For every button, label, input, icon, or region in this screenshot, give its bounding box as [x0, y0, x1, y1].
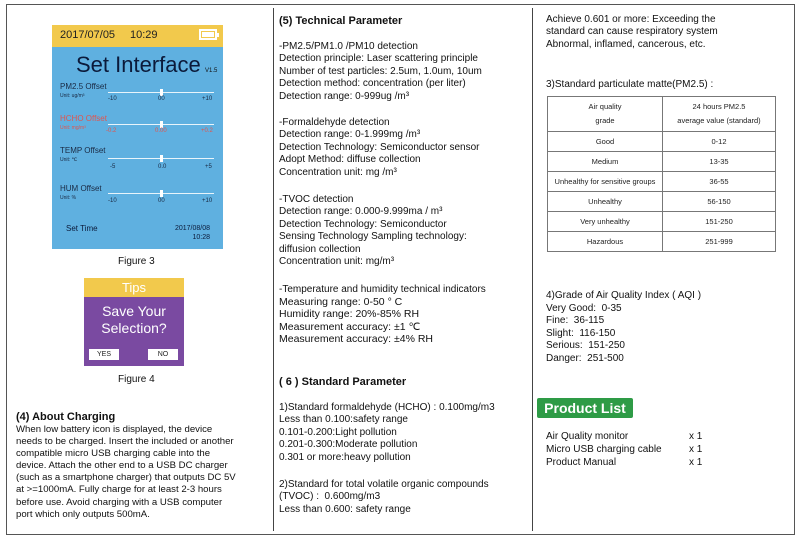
table-cell: Unhealthy for sensitive groups: [548, 172, 663, 192]
product-list-heading: Product List: [537, 398, 633, 418]
slider-max: +5: [205, 164, 212, 170]
screen-title: Set Interface: [76, 52, 201, 77]
aqi-grades: Very Good: 0-35 Fine: 36-115 Slight: 116-150 Serious: 151-250 Danger: 251-500: [546, 303, 625, 364]
slider-min: -0.2: [106, 128, 117, 134]
offset-label: PM2.5 Offset: [60, 82, 107, 91]
product-name: Air Quality monitor: [546, 431, 629, 442]
offset-unit: Unit: ug/m³: [60, 93, 85, 99]
table-cell: Medium: [548, 152, 663, 172]
temp-hum-title: -Temperature and humidity technical indicators: [279, 284, 486, 295]
product-list: [546, 430, 702, 469]
product-name: Product Manual: [546, 457, 617, 468]
slider-value: 00: [158, 198, 165, 204]
list-item: [546, 443, 702, 456]
offset-slider[interactable]: [108, 193, 214, 194]
battery-icon: [199, 29, 217, 40]
offset-label: HUM Offset: [60, 184, 102, 193]
no-button[interactable]: NO: [148, 349, 178, 360]
offset-slider[interactable]: [108, 124, 214, 125]
slider-knob[interactable]: [160, 155, 163, 162]
formaldehyde-text: -Formaldehyde detection Detection range: 0-1.999mg /m³ Detection Technology: Semiconductor sensor Adopt Method: diffuse collection Concentration unit: mg /m³: [279, 117, 480, 178]
set-time-label[interactable]: Set Time: [66, 224, 98, 233]
table-cell: 151-250: [663, 212, 776, 232]
slider-min: -10: [108, 96, 117, 102]
aqi-title: 4)Grade of Air Quality Index ( AQI ): [546, 290, 702, 301]
temp-hum-text: Measuring range: 0-50 ° C Humidity range: 20%-85% RH Measurement accuracy: ±1 ℃ Measurement accuracy: ±4% RH: [279, 296, 433, 346]
standard-heading: ( 6 ) Standard Parameter: [279, 376, 407, 388]
column-divider: [273, 8, 274, 531]
charging-heading: (4) About Charging: [16, 411, 116, 423]
tvoc-standard-text: 2)Standard for total volatile organic compounds (TVOC) : 0.600mg/m3 Less than 0.600: safety range: [279, 479, 489, 515]
table-row: [548, 152, 776, 172]
tips-question: [84, 303, 184, 337]
slider-min: -10: [108, 198, 117, 204]
status-date: 2017/07/05: [60, 29, 116, 41]
hcho-standard-text: 1)Standard formaldehyde (HCHO) : 0.100mg/m3 Less than 0.100:safety range 0.101-0.200:Light pollution 0.201-0.300:Moderate pollution 0.301 or more:heavy pollution: [279, 402, 495, 463]
table-header-cell: 24 hours PM2.5 average value (standard): [663, 97, 776, 132]
offset-label: HCHO Offset: [60, 114, 107, 123]
table-cell: 56-150: [663, 192, 776, 212]
product-qty: x 1: [689, 444, 703, 455]
tips-question-line: Save Your: [102, 303, 166, 319]
tvoc-text: -TVOC detection Detection range: 0.000-9.999ma / m³ Detection Technology: Semiconductor Sensing Technology Sampling technology: diffusion collection Concentration unit: mg/m³: [279, 194, 467, 268]
table-row: [548, 232, 776, 252]
tips-question-line: Selection?: [101, 320, 167, 336]
column-divider: [532, 8, 533, 531]
offset-slider[interactable]: [108, 92, 214, 93]
slider-max: +0.2: [201, 128, 213, 134]
table-cell: 251-999: [663, 232, 776, 252]
yes-button[interactable]: YES: [89, 349, 119, 360]
set-time-value[interactable]: [164, 224, 210, 242]
table-row: [548, 172, 776, 192]
table-cell: 36-55: [663, 172, 776, 192]
slider-max: +10: [202, 198, 213, 204]
table-cell: Good: [548, 132, 663, 152]
slider-knob[interactable]: [160, 89, 163, 96]
slider-value: 0.00: [155, 128, 167, 134]
table-row: [548, 212, 776, 232]
figure-3-caption: Figure 3: [118, 256, 155, 267]
figure-4-caption: Figure 4: [118, 374, 155, 385]
set-time-time: 10:28: [192, 234, 210, 241]
set-interface-screen: [52, 25, 223, 249]
offset-slider[interactable]: [108, 158, 214, 159]
slider-value: 0.0: [158, 164, 167, 170]
status-bar: [52, 25, 223, 47]
tips-dialog: [84, 278, 184, 366]
slider-min: -5: [110, 164, 116, 170]
status-time: 10:29: [130, 29, 158, 41]
charging-body: When low battery icon is displayed, the device needs to be charged. Insert the included or another compatible micro USB charging cable into the device. Attach the other end to a USB DC charger (such as a smartphone charger) that outputs DC 5V at >=1000mA. Fully charge for at least 2-3 hours before use. Avoid charging with a USB computer port which only outputs 500mA.: [16, 424, 236, 520]
slider-knob[interactable]: [160, 121, 163, 128]
technical-heading: (5) Technical Parameter: [279, 15, 403, 27]
table-cell: Unhealthy: [548, 192, 663, 212]
slider-knob[interactable]: [160, 190, 163, 197]
achieve-text: Achieve 0.601 or more: Exceeding the standard can cause respiratory system Abnormal, inflamed, cancerous, etc.: [546, 14, 718, 50]
pm25-grade-table: [547, 96, 776, 252]
product-name: Micro USB charging cable: [546, 444, 662, 455]
offset-unit: Unit: mg/m³: [60, 125, 86, 131]
set-time-date: 2017/08/08: [174, 225, 210, 232]
tips-header: Tips: [84, 278, 184, 297]
version-label: V1.5: [205, 68, 218, 74]
table-row: [548, 192, 776, 212]
slider-max: +10: [202, 96, 213, 102]
table-header-cell: Air quality grade: [548, 97, 663, 132]
table-cell: Very unhealthy: [548, 212, 663, 232]
table-cell: 13-35: [663, 152, 776, 172]
table-header-row: [548, 97, 776, 132]
table-cell: 0-12: [663, 132, 776, 152]
list-item: [546, 456, 702, 469]
table-row: [548, 132, 776, 152]
pm25-standard-title: 3)Standard particulate matte(PM2.5) :: [546, 79, 714, 90]
list-item: [546, 430, 702, 443]
offset-label: TEMP Offset: [60, 146, 106, 155]
offset-unit: Unit: %: [60, 195, 77, 201]
offset-unit: Unit: ℃: [60, 157, 78, 163]
pm-detection-text: -PM2.5/PM1.0 /PM10 detection Detection principle: Laser scattering principle Number of test particles: 2.5um, 1.0um, 10um Detection method: concentration (per liter) Detection range: 0-999ug /m³: [279, 41, 482, 102]
product-qty: x 1: [689, 457, 703, 468]
product-qty: x 1: [689, 431, 703, 442]
slider-value: 00: [158, 96, 165, 102]
table-cell: Hazardous: [548, 232, 663, 252]
